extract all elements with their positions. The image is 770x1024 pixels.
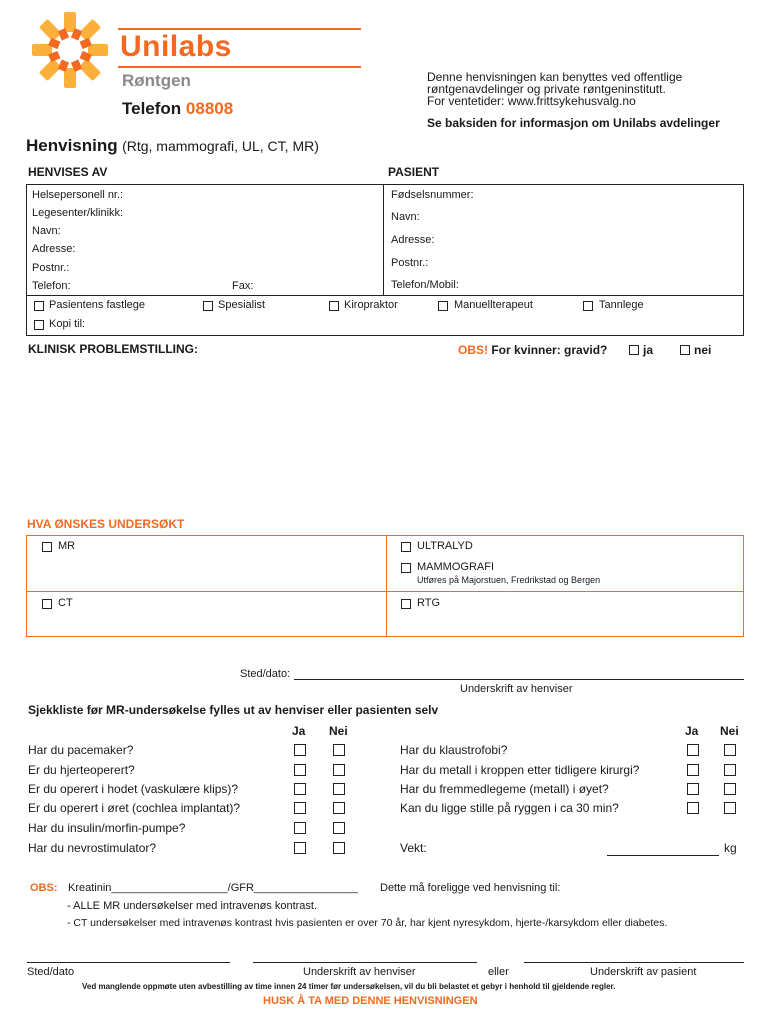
phone-number: 08808 [185,99,234,118]
footer-patient-line[interactable] [524,962,744,963]
manuellterapeut-checkbox[interactable] [438,301,448,311]
referrer-field[interactable]: Legesenter/klinikk: [32,207,124,219]
fax-field[interactable]: Fax: [232,280,254,292]
info-text [427,71,682,107]
ultralyd-label: ULTRALYD [417,540,473,552]
tannlege-label: Tannlege [599,299,644,311]
nei-checkbox[interactable] [333,783,345,795]
checklist-question: Har du metall i kroppen etter tidligere kirurgi? [400,763,640,777]
kreatinin-note: Dette må foreligge ved henvisning til: [380,882,561,894]
info-line: Denne henvisningen kan benyttes ved offentlige [427,70,683,84]
ultralyd-checkbox[interactable] [401,542,411,552]
footer-date-label: Sted/dato [27,966,75,978]
box-divider [383,184,384,295]
fine-print: Ved manglende oppmøte uten avbestilling av time innen 24 timer før undersøkelsen, vil du bli belastet et gebyr i henhold til gjeldende regler. [82,982,616,991]
footer-referrer-label: Underskrift av henviser [303,966,416,978]
rtg-label: RTG [417,597,441,609]
referrer-patient-box [26,184,744,336]
exam-divider [26,591,744,592]
referrer-field[interactable]: Adresse: [32,243,76,255]
clinical-heading: KLINISK PROBLEMSTILLING: [28,342,198,356]
kreatinin-gfr-field[interactable]: Kreatinin___________________/GFR_________________ [68,882,358,894]
nei-checkbox[interactable] [333,744,345,756]
signature-line[interactable] [294,679,744,680]
spesialist-label: Spesialist [218,299,266,311]
checklist-question: Har du klaustrofobi? [400,743,508,757]
box-divider [26,295,744,296]
ja-checkbox[interactable] [294,764,306,776]
brand-subtitle: Røntgen [122,71,191,90]
signature-caption: Underskrift av henviser [460,683,573,695]
weight-unit: kg [724,841,737,855]
nei-checkbox[interactable] [333,842,345,854]
info-line: røntgenavdelinger og private røntgeninstitutt. [427,82,666,96]
mammografi-label: MAMMOGRAFI [417,561,494,573]
rtg-checkbox[interactable] [401,599,411,609]
form-title: Henvisning [26,136,118,155]
checklist-heading: Sjekkliste før MR-undersøkelse fylles ut av henviser eller pasienten selv [28,703,439,717]
patient-field[interactable]: Navn: [391,211,420,223]
pregnant-no-label: nei [694,343,712,357]
patient-field[interactable]: Fødselsnummer: [391,189,474,201]
nei-checkbox[interactable] [724,764,736,776]
nei-checkbox[interactable] [724,744,736,756]
info-line: For ventetider: www.frittsykehusvalg.no [427,94,636,108]
see-back-note: Se baksiden for informasjon om Unilabs avdelinger [427,116,720,130]
ja-header: Ja [292,724,306,738]
unilabs-logo [30,10,110,90]
manuellterapeut-label: Manuellterapeut [454,299,533,311]
checklist-question: Har du nevrostimulator? [28,841,157,855]
checklist-question: Har du fremmedlegeme (metall) i øyet? [400,782,609,796]
nei-checkbox[interactable] [724,802,736,814]
weight-input-line[interactable] [607,855,719,856]
ja-checkbox[interactable] [294,802,306,814]
pregnancy-text: For kvinner: gravid? [491,343,608,357]
fastlege-checkbox[interactable] [34,301,44,311]
mammografi-note: Utføres på Majorstuen, Fredrikstad og Bergen [417,575,601,585]
kiropraktor-label: Kiropraktor [344,299,398,311]
obs-label: OBS: [30,882,58,894]
kiropraktor-checkbox[interactable] [329,301,339,311]
ja-header: Ja [685,724,699,738]
referrer-field[interactable]: Postnr.: [32,262,70,274]
fastlege-label: Pasientens fastlege [49,299,146,311]
footer-referrer-line[interactable] [253,962,477,963]
brand-name: Unilabs [120,30,232,63]
ja-checkbox[interactable] [687,744,699,756]
kreatinin-line: - ALLE MR undersøkelser med intravenøs kontrast. [67,900,318,912]
referrer-field[interactable]: Helsepersonell nr.: [32,189,124,201]
kopi-til-checkbox[interactable] [34,320,44,330]
checklist-question: Har du insulin/morfin-pumpe? [28,821,186,835]
checklist-question: Har du pacemaker? [28,743,134,757]
checklist-question: Er du operert i hodet (vaskulære klips)? [28,782,239,796]
exam-box [26,535,744,637]
nei-checkbox[interactable] [724,783,736,795]
ct-checkbox[interactable] [42,599,52,609]
phone-label: Telefon [122,99,182,118]
pregnant-yes-label: ja [643,343,654,357]
referrer-field[interactable]: Navn: [32,225,61,237]
checklist-question: Er du operert i øret (cochlea implantat)? [28,801,241,815]
footer-patient-label: Underskrift av pasient [590,966,697,978]
ct-label: CT [58,597,73,609]
ja-checkbox[interactable] [294,744,306,756]
sun-logo-icon [30,10,110,90]
checklist-question: Kan du ligge stille på ryggen i ca 30 min? [400,801,619,815]
ja-checkbox[interactable] [294,822,306,834]
logo-bottom-rule [118,66,361,68]
kreatinin-line: - CT undersøkelser med intravenøs kontrast hvis pasienten er over 70 år, har kjent nyresykdom, hjerte-/karsykdom eller diabetes. [67,917,668,929]
place-date-label: Sted/dato: [240,668,291,680]
spesialist-checkbox[interactable] [203,301,213,311]
pregnant-yes-checkbox[interactable] [629,345,639,355]
mr-label: MR [58,540,76,552]
phone-line [122,99,233,119]
ja-checkbox[interactable] [294,783,306,795]
form-subtitle: (Rtg, mammografi, UL, CT, MR) [122,138,319,154]
henvises-av-heading: HENVISES AV [28,165,108,179]
patient-field[interactable]: Postnr.: [391,257,429,269]
patient-field[interactable]: Telefon/Mobil: [391,279,459,291]
weight-label: Vekt: [400,841,427,855]
nei-checkbox[interactable] [333,764,345,776]
ja-checkbox[interactable] [687,764,699,776]
nei-header: Nei [329,724,348,738]
ja-checkbox[interactable] [687,783,699,795]
mr-checkbox[interactable] [42,542,52,552]
reminder: HUSK Å TA MED DENNE HENVISNINGEN [263,995,478,1007]
footer-or-label: eller [488,966,509,978]
mammografi-checkbox[interactable] [401,563,411,573]
pregnancy-question [458,343,607,357]
page-title [26,136,319,156]
pregnant-no-checkbox[interactable] [680,345,690,355]
patient-field[interactable]: Adresse: [391,234,435,246]
footer-date-line[interactable] [27,962,230,963]
ja-checkbox[interactable] [294,842,306,854]
nei-header: Nei [720,724,739,738]
ja-checkbox[interactable] [687,802,699,814]
exam-divider [386,535,387,637]
nei-checkbox[interactable] [333,822,345,834]
exam-heading: HVA ØNSKES UNDERSØKT [27,517,185,531]
tannlege-checkbox[interactable] [583,301,593,311]
obs-label: OBS! [458,343,488,357]
checklist-question: Er du hjerteoperert? [28,763,135,777]
pasient-heading: PASIENT [388,165,440,179]
referrer-field[interactable]: Telefon: [32,280,71,292]
nei-checkbox[interactable] [333,802,345,814]
kopi-til-label: Kopi til: [49,318,86,330]
